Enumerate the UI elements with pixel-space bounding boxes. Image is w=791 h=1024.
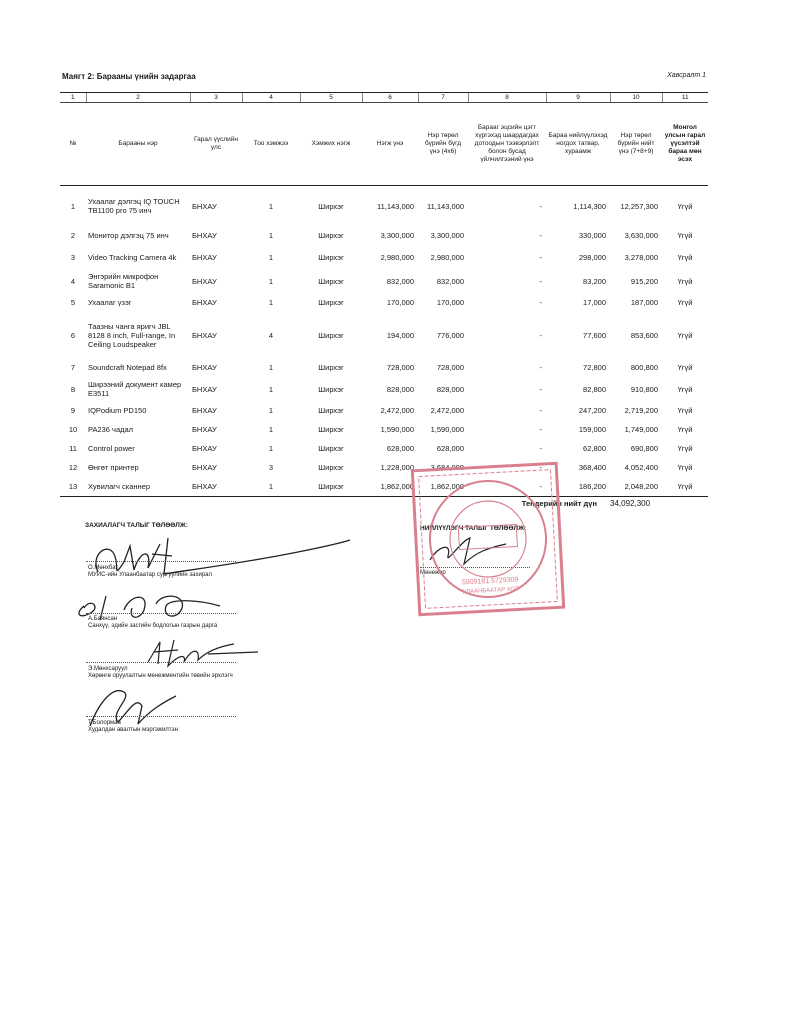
- cell-origin: БНХАУ: [192, 252, 217, 262]
- cell-total: 728,000: [436, 363, 464, 372]
- cell-service: -: [539, 384, 542, 394]
- column-number: 11: [662, 93, 708, 103]
- cell-grand: 2,719,200: [624, 406, 658, 415]
- cell-qty: 1: [268, 276, 274, 286]
- cell-unit-price: 3,300,000: [380, 231, 414, 240]
- column-header: Нэр төрөл бүрийн бүгд үнэ (4х6): [418, 103, 468, 186]
- cell-total: 628,000: [436, 444, 464, 453]
- table-row: [60, 226, 708, 245]
- cell-unit: Ширхэг: [318, 231, 344, 240]
- total-label: Тендерийн нийт дүн: [521, 499, 597, 508]
- signer-name: Э.Мөнхсаруул: [88, 666, 128, 672]
- cell-origin: БНХАУ: [192, 406, 217, 415]
- cell-grand: 853,600: [630, 330, 658, 340]
- cell-total: 170,000: [436, 298, 464, 307]
- buyer-heading: ЗАХИАЛАГЧ ТАЛЫГ ТӨЛӨӨЛЖ:: [85, 522, 188, 529]
- cell-mongol: Үгүй: [677, 384, 693, 394]
- cell-unit-price: 728,000: [386, 363, 414, 372]
- signature-line: [86, 613, 236, 614]
- cell-mongol: Үгүй: [677, 231, 693, 240]
- cell-name: Хувилагч сканнер: [86, 477, 190, 497]
- cell-qty: 1: [268, 444, 274, 453]
- cell-qty: 1: [268, 201, 274, 211]
- cell-unit: Ширхэг: [318, 298, 344, 307]
- stamp-registration: 5909181 5729309: [461, 576, 519, 587]
- table-row: [60, 293, 708, 312]
- cell-no: 9: [70, 406, 76, 415]
- cell-origin: БНХАУ: [192, 231, 217, 240]
- signature-line: [86, 662, 236, 663]
- signer-title: МУИС-ийн Улаанбаатар сургуулийн захирал: [88, 572, 213, 578]
- cell-grand: 2,048,200: [610, 477, 662, 497]
- cell-no: 6: [70, 330, 76, 340]
- signer-name: О.Мөнхбат: [88, 565, 119, 571]
- cell-unit: Ширхэг: [318, 444, 344, 453]
- cell-tax: 159,000: [578, 425, 606, 434]
- cell-mongol: Үгүй: [677, 252, 693, 262]
- cell-service: -: [539, 330, 542, 340]
- cell-mongol: Үгүй: [677, 201, 693, 211]
- cell-qty: 1: [268, 363, 274, 372]
- cell-service: -: [539, 298, 542, 307]
- cell-unit-price: 2,980,000: [380, 252, 414, 262]
- table-row: [60, 186, 708, 227]
- cell-no: 3: [70, 252, 76, 262]
- column-number: 5: [300, 93, 362, 103]
- cell-unit-price: 194,000: [386, 330, 414, 340]
- table-row: [60, 458, 708, 477]
- cell-total: 776,000: [436, 330, 464, 340]
- cell-mongol: Үгүй: [677, 444, 693, 453]
- cell-total: 1,590,000: [430, 425, 464, 434]
- cell-unit-price: 628,000: [386, 444, 414, 453]
- column-header: Монгол улсын гарал үүсэлтэй бараа мөн эсэх: [662, 103, 708, 186]
- cell-grand: 1,749,000: [624, 425, 658, 434]
- cell-origin: БНХАУ: [192, 384, 217, 394]
- cell-name: Ухаалаг үзэг: [88, 298, 132, 307]
- signer-name: Т.Болормаа: [88, 720, 121, 726]
- cell-service: -: [539, 406, 542, 415]
- cell-mongol: Үгүй: [677, 463, 693, 472]
- seller-signer-title: Менежер: [420, 570, 446, 576]
- cell-tax: 77,600: [583, 330, 606, 340]
- table-row: [60, 401, 708, 420]
- cell-no: 1: [70, 201, 76, 211]
- table-row: [60, 377, 708, 401]
- cell-grand: 915,200: [630, 276, 658, 286]
- cell-grand: 800,800: [630, 363, 658, 372]
- cell-tax: 82,800: [583, 384, 606, 394]
- cell-qty: 1: [268, 231, 274, 240]
- total-value: 34,092,300: [610, 499, 651, 508]
- column-number: 2: [86, 93, 190, 103]
- cell-origin: БНХАУ: [192, 330, 217, 340]
- cell-name: Control power: [88, 444, 135, 453]
- cell-mongol: Үгүй: [677, 276, 693, 286]
- cell-service: -: [539, 363, 542, 372]
- cell-grand: 690,800: [630, 444, 658, 453]
- cell-total: 2,472,000: [430, 406, 464, 415]
- cell-no: 8: [70, 384, 76, 394]
- signature-line: [86, 716, 236, 717]
- cell-tax: 17,000: [583, 298, 606, 307]
- signature-3: [138, 636, 278, 670]
- column-header: Гарал үүслийн улс: [190, 103, 242, 186]
- cell-unit: Ширхэг: [318, 330, 344, 340]
- cell-no: 10: [68, 425, 78, 434]
- cell-name: Ухаалаг дэлгэц IQ TOUCH TB1100 pro 75 инч: [88, 197, 180, 215]
- cell-total: 1,862,000: [418, 477, 468, 497]
- cell-origin: БНХАУ: [192, 425, 217, 434]
- cell-service: -: [468, 477, 546, 497]
- cell-name: Таазны чанга яригч JBL 8128 8 inch, Full-range, In Ceiling Loudspeaker: [88, 321, 176, 349]
- cell-no: 13: [60, 477, 86, 497]
- cell-tax: 368,400: [578, 463, 606, 472]
- cell-tax: 298,000: [578, 252, 606, 262]
- column-number: 9: [546, 93, 610, 103]
- cell-name: Ширээний документ камер E3511: [88, 380, 182, 398]
- cell-total: 11,143,000: [427, 201, 464, 211]
- cell-name: PA236 чадал: [88, 425, 134, 434]
- cell-qty: 1: [268, 298, 274, 307]
- cell-unit: Ширхэг: [318, 201, 344, 211]
- cell-unit-price: 828,000: [386, 384, 414, 394]
- cell-mongol: Үгүй: [677, 425, 693, 434]
- column-header: Барааны нэр: [86, 103, 190, 186]
- cell-mongol: Үгүй: [677, 298, 693, 307]
- cell-no: 11: [69, 444, 77, 453]
- cell-total: 832,000: [436, 276, 464, 286]
- column-number: 6: [362, 93, 418, 103]
- cell-service: -: [539, 463, 542, 472]
- cell-unit: Ширхэг: [318, 252, 344, 262]
- cell-tax: 1,114,300: [573, 201, 606, 211]
- cell-grand: 910,800: [630, 384, 658, 394]
- cell-unit-price: 1,228,000: [380, 463, 414, 472]
- cell-service: -: [539, 276, 542, 286]
- price-breakdown-table: [60, 92, 708, 497]
- table-row: [60, 269, 708, 293]
- appendix-label: Хавсралт 1: [667, 72, 706, 79]
- cell-unit-price: 11,143,000: [377, 201, 414, 211]
- cell-unit-price: 832,000: [386, 276, 414, 286]
- cell-tax: 62,800: [583, 444, 606, 453]
- cell-name: Энгэрийн микрофон Saramonic B1: [88, 272, 159, 290]
- cell-name: Өнгөт принтер: [88, 463, 139, 472]
- column-number: 3: [190, 93, 242, 103]
- cell-unit: Ширхэг: [318, 384, 344, 394]
- cell-qty: 1: [268, 384, 274, 394]
- cell-qty: 1: [268, 425, 274, 434]
- seller-heading: НИЙЛҮҮЛЭГЧ ТАЛЫГ ТӨЛӨӨЛЖ:: [420, 525, 527, 532]
- signer-title: Хөрөнгө оруулалтын менежментийн төвийн эрхлэгч: [88, 673, 233, 679]
- cell-unit: Ширхэг: [318, 425, 344, 434]
- table-row: [60, 245, 708, 269]
- column-header-row: [60, 103, 708, 186]
- column-header: Тоо хэмжээ: [242, 103, 300, 186]
- cell-service: -: [539, 201, 542, 211]
- cell-no: 7: [70, 363, 76, 372]
- cell-no: 5: [70, 298, 76, 307]
- cell-mongol: Үгүй: [677, 330, 693, 340]
- cell-total: 3,684,000: [430, 463, 464, 472]
- cell-mongol: Үгүй: [677, 363, 693, 372]
- signer-title: Санхүү, эдийн засгийн бодлогын газрын дарга: [88, 623, 218, 629]
- cell-name: Монитор дэлгэц 75 инч: [88, 231, 169, 240]
- cell-name: Soundcraft Notepad 8fx: [88, 363, 167, 372]
- cell-origin: БНХАУ: [192, 276, 217, 286]
- cell-qty: 1: [242, 477, 300, 497]
- cell-origin: БНХАУ: [192, 363, 217, 372]
- cell-mongol: Үгүй: [677, 406, 693, 415]
- cell-grand: 3,630,000: [624, 231, 658, 240]
- table-row: [60, 420, 708, 439]
- cell-total: 828,000: [436, 384, 464, 394]
- cell-origin: БНХАУ: [192, 463, 217, 472]
- column-number: 10: [610, 93, 662, 103]
- cell-no: 12: [68, 463, 78, 472]
- cell-origin: БНХАУ: [190, 477, 242, 497]
- cell-tax: 247,200: [578, 406, 606, 415]
- cell-qty: 3: [268, 463, 274, 472]
- cell-grand: 3,278,000: [624, 252, 658, 262]
- cell-origin: БНХАУ: [192, 298, 217, 307]
- signature-line: [86, 561, 236, 562]
- table-row: [60, 439, 708, 458]
- cell-qty: 1: [268, 252, 274, 262]
- cell-no: 2: [70, 231, 76, 240]
- cell-unit: Ширхэг: [300, 477, 362, 497]
- cell-origin: БНХАУ: [192, 444, 217, 453]
- cell-total: 2,980,000: [430, 252, 464, 262]
- cell-service: -: [539, 252, 542, 262]
- cell-name: IQPodium PD150: [88, 406, 147, 415]
- cell-unit: Ширхэг: [318, 463, 344, 472]
- cell-qty: 1: [268, 406, 274, 415]
- cell-unit-price: 1,862,000: [362, 477, 418, 497]
- cell-tax: 330,000: [578, 231, 606, 240]
- cell-service: -: [539, 425, 542, 434]
- cell-service: -: [539, 231, 542, 240]
- cell-origin: БНХАУ: [192, 201, 217, 211]
- cell-unit: Ширхэг: [318, 276, 344, 286]
- cell-unit-price: 1,590,000: [380, 425, 414, 434]
- signer-name: А.Баянсан: [88, 616, 118, 622]
- stamp-city: УЛААНБААТАР ХОТ: [462, 586, 520, 596]
- table-row: [60, 358, 708, 377]
- cell-tax: 72,800: [583, 363, 606, 372]
- table-row: [60, 477, 708, 497]
- company-stamp-icon: [409, 460, 567, 618]
- cell-name: Video Tracking Camera 4k: [88, 252, 177, 262]
- table-row: [60, 312, 708, 358]
- cell-qty: 4: [268, 330, 274, 340]
- cell-unit: Ширхэг: [318, 363, 344, 372]
- cell-tax: 186,200: [546, 477, 610, 497]
- column-header: Бараа нийлүүлэхэд ногдох татвар, хураамж: [546, 103, 610, 186]
- cell-total: 3,300,000: [430, 231, 464, 240]
- column-header: Барааг эцсийн цэгт хүргэхэд шаардагдах дотоодын тээвэрлэлт болон бусад үйлчилгээний үнэ: [468, 103, 546, 186]
- column-number: 8: [468, 93, 546, 103]
- cell-unit-price: 170,000: [386, 298, 414, 307]
- column-header: Нэгж үнэ: [362, 103, 418, 186]
- column-number-row: [60, 93, 708, 103]
- column-number: 4: [242, 93, 300, 103]
- column-header: №: [60, 103, 86, 186]
- cell-no: 4: [70, 276, 76, 286]
- cell-tax: 83,200: [583, 276, 606, 286]
- cell-grand: 4,052,400: [624, 463, 658, 472]
- signer-title: Худалдан авалтын мэргэжилтэн: [88, 727, 178, 733]
- form-title: Маягт 2: Барааны үнийн задаргаа: [62, 72, 196, 81]
- cell-service: -: [539, 444, 542, 453]
- cell-unit-price: 2,472,000: [380, 406, 414, 415]
- column-header: Нэр төрөл бүрийн нийт үнэ (7+8+9): [610, 103, 662, 186]
- cell-grand: 187,000: [630, 298, 658, 307]
- cell-unit: Ширхэг: [318, 406, 344, 415]
- cell-grand: 12,257,300: [620, 201, 658, 211]
- column-number: 1: [60, 93, 86, 103]
- column-header: Хэмжих нэгж: [300, 103, 362, 186]
- cell-mongol: Үгүй: [662, 477, 708, 497]
- column-number: 7: [418, 93, 468, 103]
